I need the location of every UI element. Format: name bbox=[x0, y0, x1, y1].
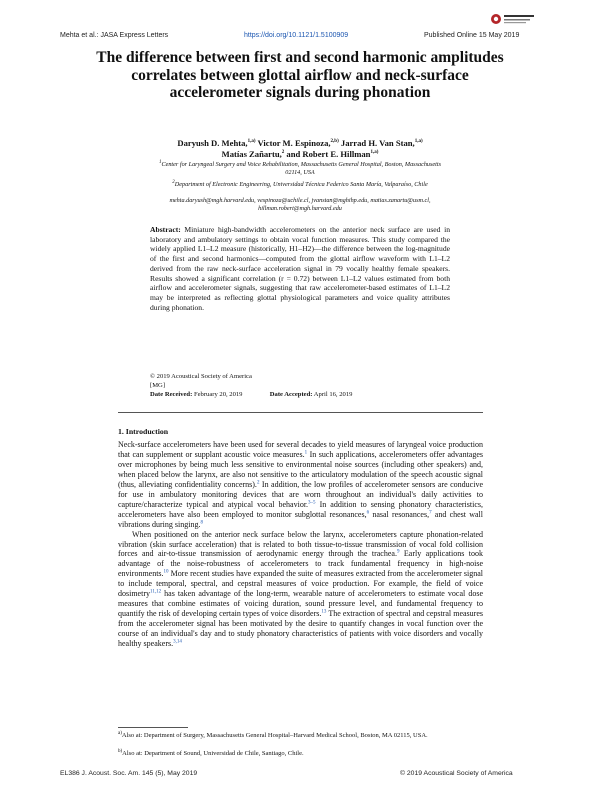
p1-text-c: In addition, the low profiles of accelerometer sensors are conducive for use in ambulatory monitoring devices that are worn throughout an individual's daily activities to capture/characterize typical and atypical vocal behavior. bbox=[118, 479, 483, 509]
p1-text-e: nasal resonances, bbox=[369, 509, 430, 519]
abstract-label: Abstract: bbox=[150, 225, 181, 234]
ref-link[interactable]: 2 bbox=[256, 480, 260, 486]
doi-link[interactable]: https://doi.org/10.1121/1.5100909 bbox=[244, 32, 349, 39]
affiliation-1-text: Center for Laryngeal Surgery and Voice Rehabilitation, Massachusetts General Hospital, Boston, Massachusetts 02114, USA bbox=[161, 161, 442, 176]
p1-text-b: In such applications, accelerometers offer advantages over microphones by being much less sensitive to environmental noise sources (including other speakers) and, when placed below the larynx, are also not sensitive to the articulatory modulation of the speech acoustic signal (thus, alleviating confidentiality concerns). bbox=[118, 449, 484, 489]
author-3[interactable]: Jarrad H. Van Stan, bbox=[338, 138, 415, 148]
author-3-sup: 1,a) bbox=[414, 139, 423, 145]
footnote-rule bbox=[118, 727, 188, 728]
ref-link[interactable]: 7 bbox=[429, 510, 432, 516]
paragraph-2 bbox=[118, 530, 483, 649]
affiliation-1-sup: 1 bbox=[158, 159, 162, 165]
ref-link[interactable]: 8 bbox=[200, 519, 203, 525]
footnote-a bbox=[118, 732, 483, 740]
footnote-b-text: Also at: Department of Sound, Universidad de Chile, Santiago, Chile. bbox=[122, 750, 304, 757]
paragraph-1 bbox=[118, 440, 483, 530]
author-1-sup: 1,a) bbox=[247, 139, 256, 145]
footnote-b-sup: b) bbox=[118, 748, 123, 754]
article-title: The difference between first and second harmonic amplitudes correlates between glottal airflow and neck-surface accelerometer signals during phonation bbox=[96, 49, 504, 101]
p1-text-a: Neck-surface accelerometers have been used for several decades to yield measures of laryngeal voice production that can supplement or supplant acoustic voice measures. bbox=[118, 440, 483, 459]
author-2-sup: 2,b) bbox=[330, 139, 339, 145]
footnote-b bbox=[118, 750, 483, 758]
copyright-line: © 2019 Acoustical Society of America bbox=[150, 373, 252, 380]
ref-link[interactable]: 3,14 bbox=[173, 639, 182, 645]
author-4[interactable]: Matías Zañartu, bbox=[221, 149, 282, 159]
p1-text-f: and chest wall vibrations during singing. bbox=[118, 509, 484, 529]
accepted-date: April 16, 2019 bbox=[313, 391, 353, 398]
author-1[interactable]: Daryush D. Mehta, bbox=[177, 138, 248, 148]
author-4-sup: 2 bbox=[281, 150, 285, 156]
ref-link[interactable]: 6 bbox=[366, 510, 370, 516]
abstract-text: Miniature high-bandwidth accelerometers on the anterior neck surface are used in laboratory and ambulatory settings to obtain vocal function measures. This study compared the widely applied L1–L2 measure (historically, H1–H2)—the difference between the log-magnitude of the first and second harmonics—computed from the glottal airflow waveform with L1–L2 derived from the raw neck-surface acceleration signal in 79 vocally healthy female speakers. Results showed a significant correlation (r = 0.72) between L1–L2 values estimated from both airflow and accelerometer signals, suggesting that raw accelerometer-based estimates of L1–L2 may be interpreted as reflecting glottal physiological parameters and voice quality attributes during phonation. bbox=[150, 225, 450, 312]
date-line bbox=[150, 391, 352, 399]
body-text bbox=[118, 440, 483, 649]
affiliation-2-sup: 2 bbox=[172, 179, 175, 185]
p2-text-c: More recent studies have expanded the suite of measures extracted from the accelerometer signal to include temporal, spectral, and cepstral measures of voice production. For example, the field of voice dosimetry bbox=[118, 569, 483, 599]
section-divider bbox=[118, 412, 483, 413]
author-emails[interactable]: mehta.daryush@mgh.harvard.edu, vespinoza@uchile.cl, jvanstan@mghihp.edu, matias.zanartu@usm.cl, hillman.robert@mgh.harvard.edu bbox=[169, 197, 431, 212]
accepted-label: Date Accepted: bbox=[269, 391, 313, 398]
author-2[interactable]: Victor M. Espinoza, bbox=[255, 138, 331, 148]
section-heading: 1. Introduction bbox=[118, 427, 169, 436]
ref-link[interactable]: 1 bbox=[304, 450, 308, 456]
ref-link[interactable]: 13 bbox=[321, 609, 327, 615]
ref-link[interactable]: 9 bbox=[396, 549, 400, 555]
affiliation-2-text: Department of Electronic Engineering, Universidad Técnica Federico Santa María, Valparaíso, Chile bbox=[174, 181, 428, 188]
p2-text-a: When positioned on the anterior neck surface below the larynx, accelerometers capture phonation-related vibration (skin surface acceleration) that is related to both tissue-to-tissue transmission of vocal fold collision forces and air-to-tissue transmission of aerodynamic energy through the trachea. bbox=[118, 529, 483, 559]
abstract bbox=[150, 225, 450, 312]
author-5-sup: 1,a) bbox=[370, 150, 379, 156]
received-date: February 20, 2019 bbox=[193, 391, 243, 398]
ref-link[interactable]: 11,12 bbox=[150, 589, 162, 595]
editor-tag: [MG] bbox=[150, 382, 166, 389]
p2-text-e: The extraction of spectral and cepstral measures from the accelerometer signal has been motivated by the desire to quantify changes in vocal function over the course of an individual's day and to study phonatory characteristics of patients with voice disorders and vocally healthy speakers. bbox=[118, 609, 483, 649]
running-header-left: Mehta et al.: JASA Express Letters bbox=[60, 32, 169, 39]
author-5[interactable]: and Robert E. Hillman bbox=[284, 149, 371, 159]
footnote-a-text: Also at: Department of Surgery, Massachusetts General Hospital–Harvard Medical School, Boston, MA 02115, USA. bbox=[121, 732, 428, 739]
p1-text-d: In addition to sensing phonatory characteristics, accelerometers have also been employed to monitor subglottal resonances, bbox=[118, 499, 484, 519]
published-date: Published Online 15 May 2019 bbox=[424, 32, 520, 39]
author-list bbox=[110, 138, 490, 160]
ref-link[interactable]: 10 bbox=[163, 569, 169, 575]
footer-copyright: © 2019 Acoustical Society of America bbox=[400, 770, 513, 777]
p2-text-d: has taken advantage of the long-term, wearable nature of accelerometers to estimate vocal dose measures that combine estimates of voicing duration, sound pressure level, and fundamental frequency to quantify the risk of developing certain types of voice disorders. bbox=[118, 589, 483, 619]
asa-logo-icon bbox=[490, 8, 538, 30]
received-label: Date Received: bbox=[150, 391, 193, 398]
ref-link[interactable]: 3–5 bbox=[308, 500, 316, 506]
footnote-a-sup: a) bbox=[118, 730, 122, 736]
affiliation-1 bbox=[150, 161, 450, 176]
p2-text-b: Early applications took advantage of the noise-robustness of accelerometers to track fundamental frequency in high-noise environments. bbox=[118, 549, 484, 579]
affiliation-2 bbox=[150, 181, 450, 189]
footer-citation: EL386 J. Acoust. Soc. Am. 145 (5), May 2019 bbox=[60, 770, 198, 777]
